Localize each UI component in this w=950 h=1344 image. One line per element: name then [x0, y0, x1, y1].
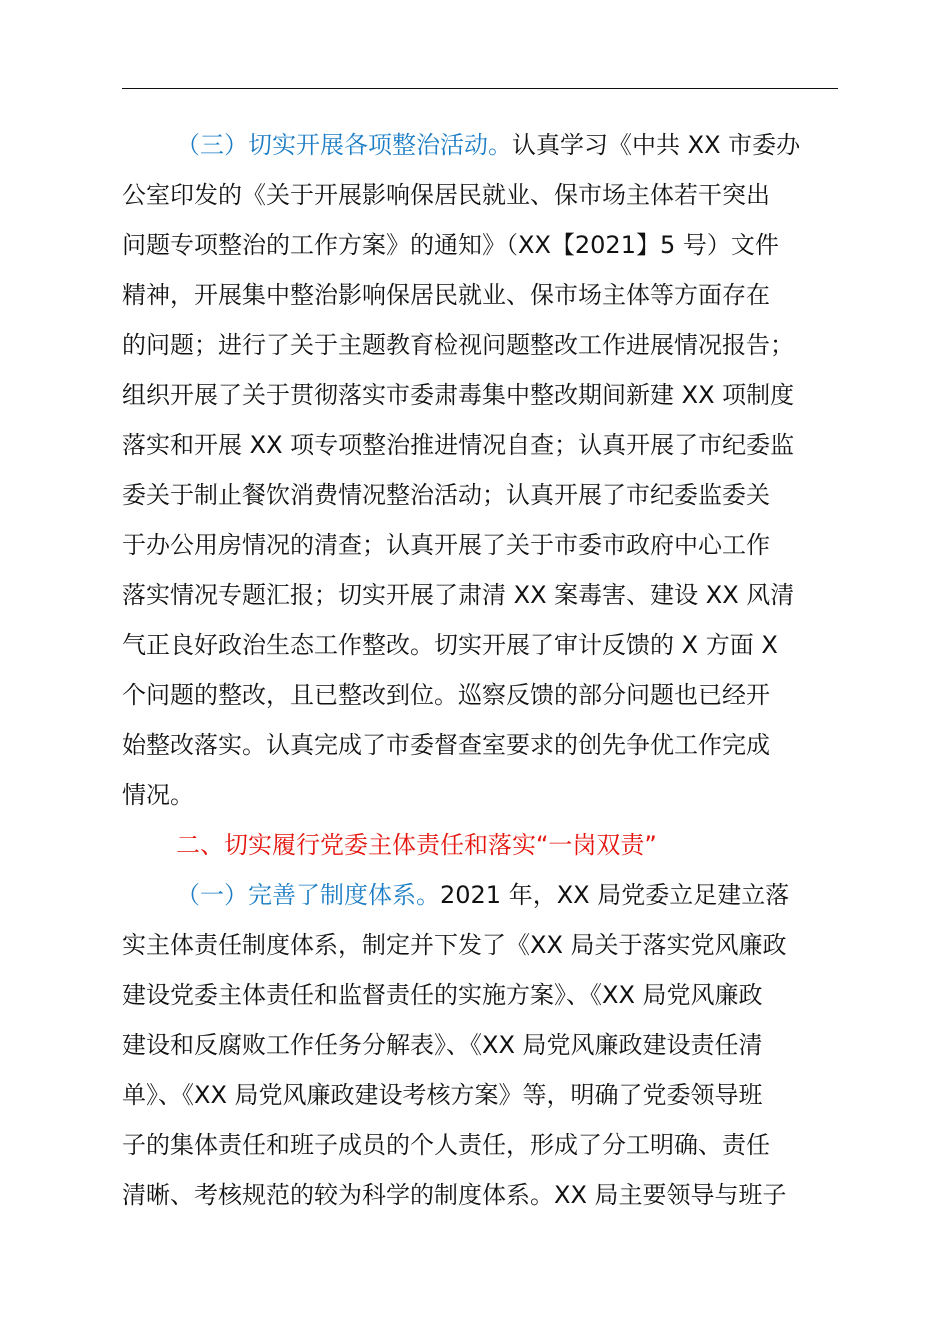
- paragraph-line: 建设和反腐败工作任务分解表》、《XX 局党风廉政建设责任清: [122, 1031, 763, 1059]
- paragraph-line: [122, 120, 838, 170]
- paragraph-text: 2021 年，XX 局党委立足建立落: [440, 881, 790, 909]
- paragraph-line: 落实情况专题汇报；切实开展了肃清 XX 案毒害、建设 XX 风清: [122, 581, 795, 609]
- paragraph-line: 落实和开展 XX 项专项整治推进情况自查；认真开展了市纪委监: [122, 431, 795, 459]
- paragraph-line: 气正良好政治生态工作整改。切实开展了审计反馈的 X 方面 X: [122, 631, 778, 659]
- paragraph-line: 情况。: [122, 781, 194, 809]
- paragraph-line: 的问题；进行了关于主题教育检视问题整改工作进展情况报告；: [122, 331, 794, 359]
- paragraph-line: 始整改落实。认真完成了市委督查室要求的创先争优工作完成: [122, 731, 770, 759]
- section-heading: （三）切实开展各项整治活动。: [176, 131, 512, 159]
- section-heading: （一）完善了制度体系。: [176, 881, 440, 909]
- header-rule: [122, 88, 838, 89]
- paragraph-line: 实主体责任制度体系，制定并下发了《XX 局关于落实党风廉政: [122, 931, 787, 959]
- paragraph-line: [122, 870, 838, 920]
- paragraph-line: 个问题的整改，且已整改到位。巡察反馈的部分问题也已经开: [122, 681, 770, 709]
- paragraph-line: 精神，开展集中整治影响保居民就业、保市场主体等方面存在: [122, 281, 770, 309]
- document-body: [122, 120, 838, 1220]
- paragraph-line: 问题专项整治的工作方案》的通知》（XX【2021】5 号）文件: [122, 231, 779, 259]
- paragraph-text: 认真学习《中共 XX 市委办: [512, 131, 801, 159]
- paragraph-line: 子的集体责任和班子成员的个人责任，形成了分工明确、责任: [122, 1131, 770, 1159]
- paragraph-line: 组织开展了关于贯彻落实市委肃毒集中整改期间新建 XX 项制度: [122, 381, 795, 409]
- paragraph-line: 建设党委主体责任和监督责任的实施方案》、《XX 局党风廉政: [122, 981, 763, 1009]
- paragraph-line: 单》、《XX 局党风廉政建设考核方案》等，明确了党委领导班: [122, 1081, 763, 1109]
- paragraph-line: 清晰、考核规范的较为科学的制度体系。XX 局主要领导与班子: [122, 1181, 787, 1209]
- paragraph-line: 于办公用房情况的清查；认真开展了关于市委市政府中心工作: [122, 531, 770, 559]
- part-heading: 二、切实履行党委主体责任和落实“一岗双责”: [176, 831, 657, 859]
- paragraph-line: 公室印发的《关于开展影响保居民就业、保市场主体若干突出: [122, 181, 770, 209]
- paragraph-line: 委关于制止餐饮消费情况整治活动；认真开展了市纪委监委关: [122, 481, 770, 509]
